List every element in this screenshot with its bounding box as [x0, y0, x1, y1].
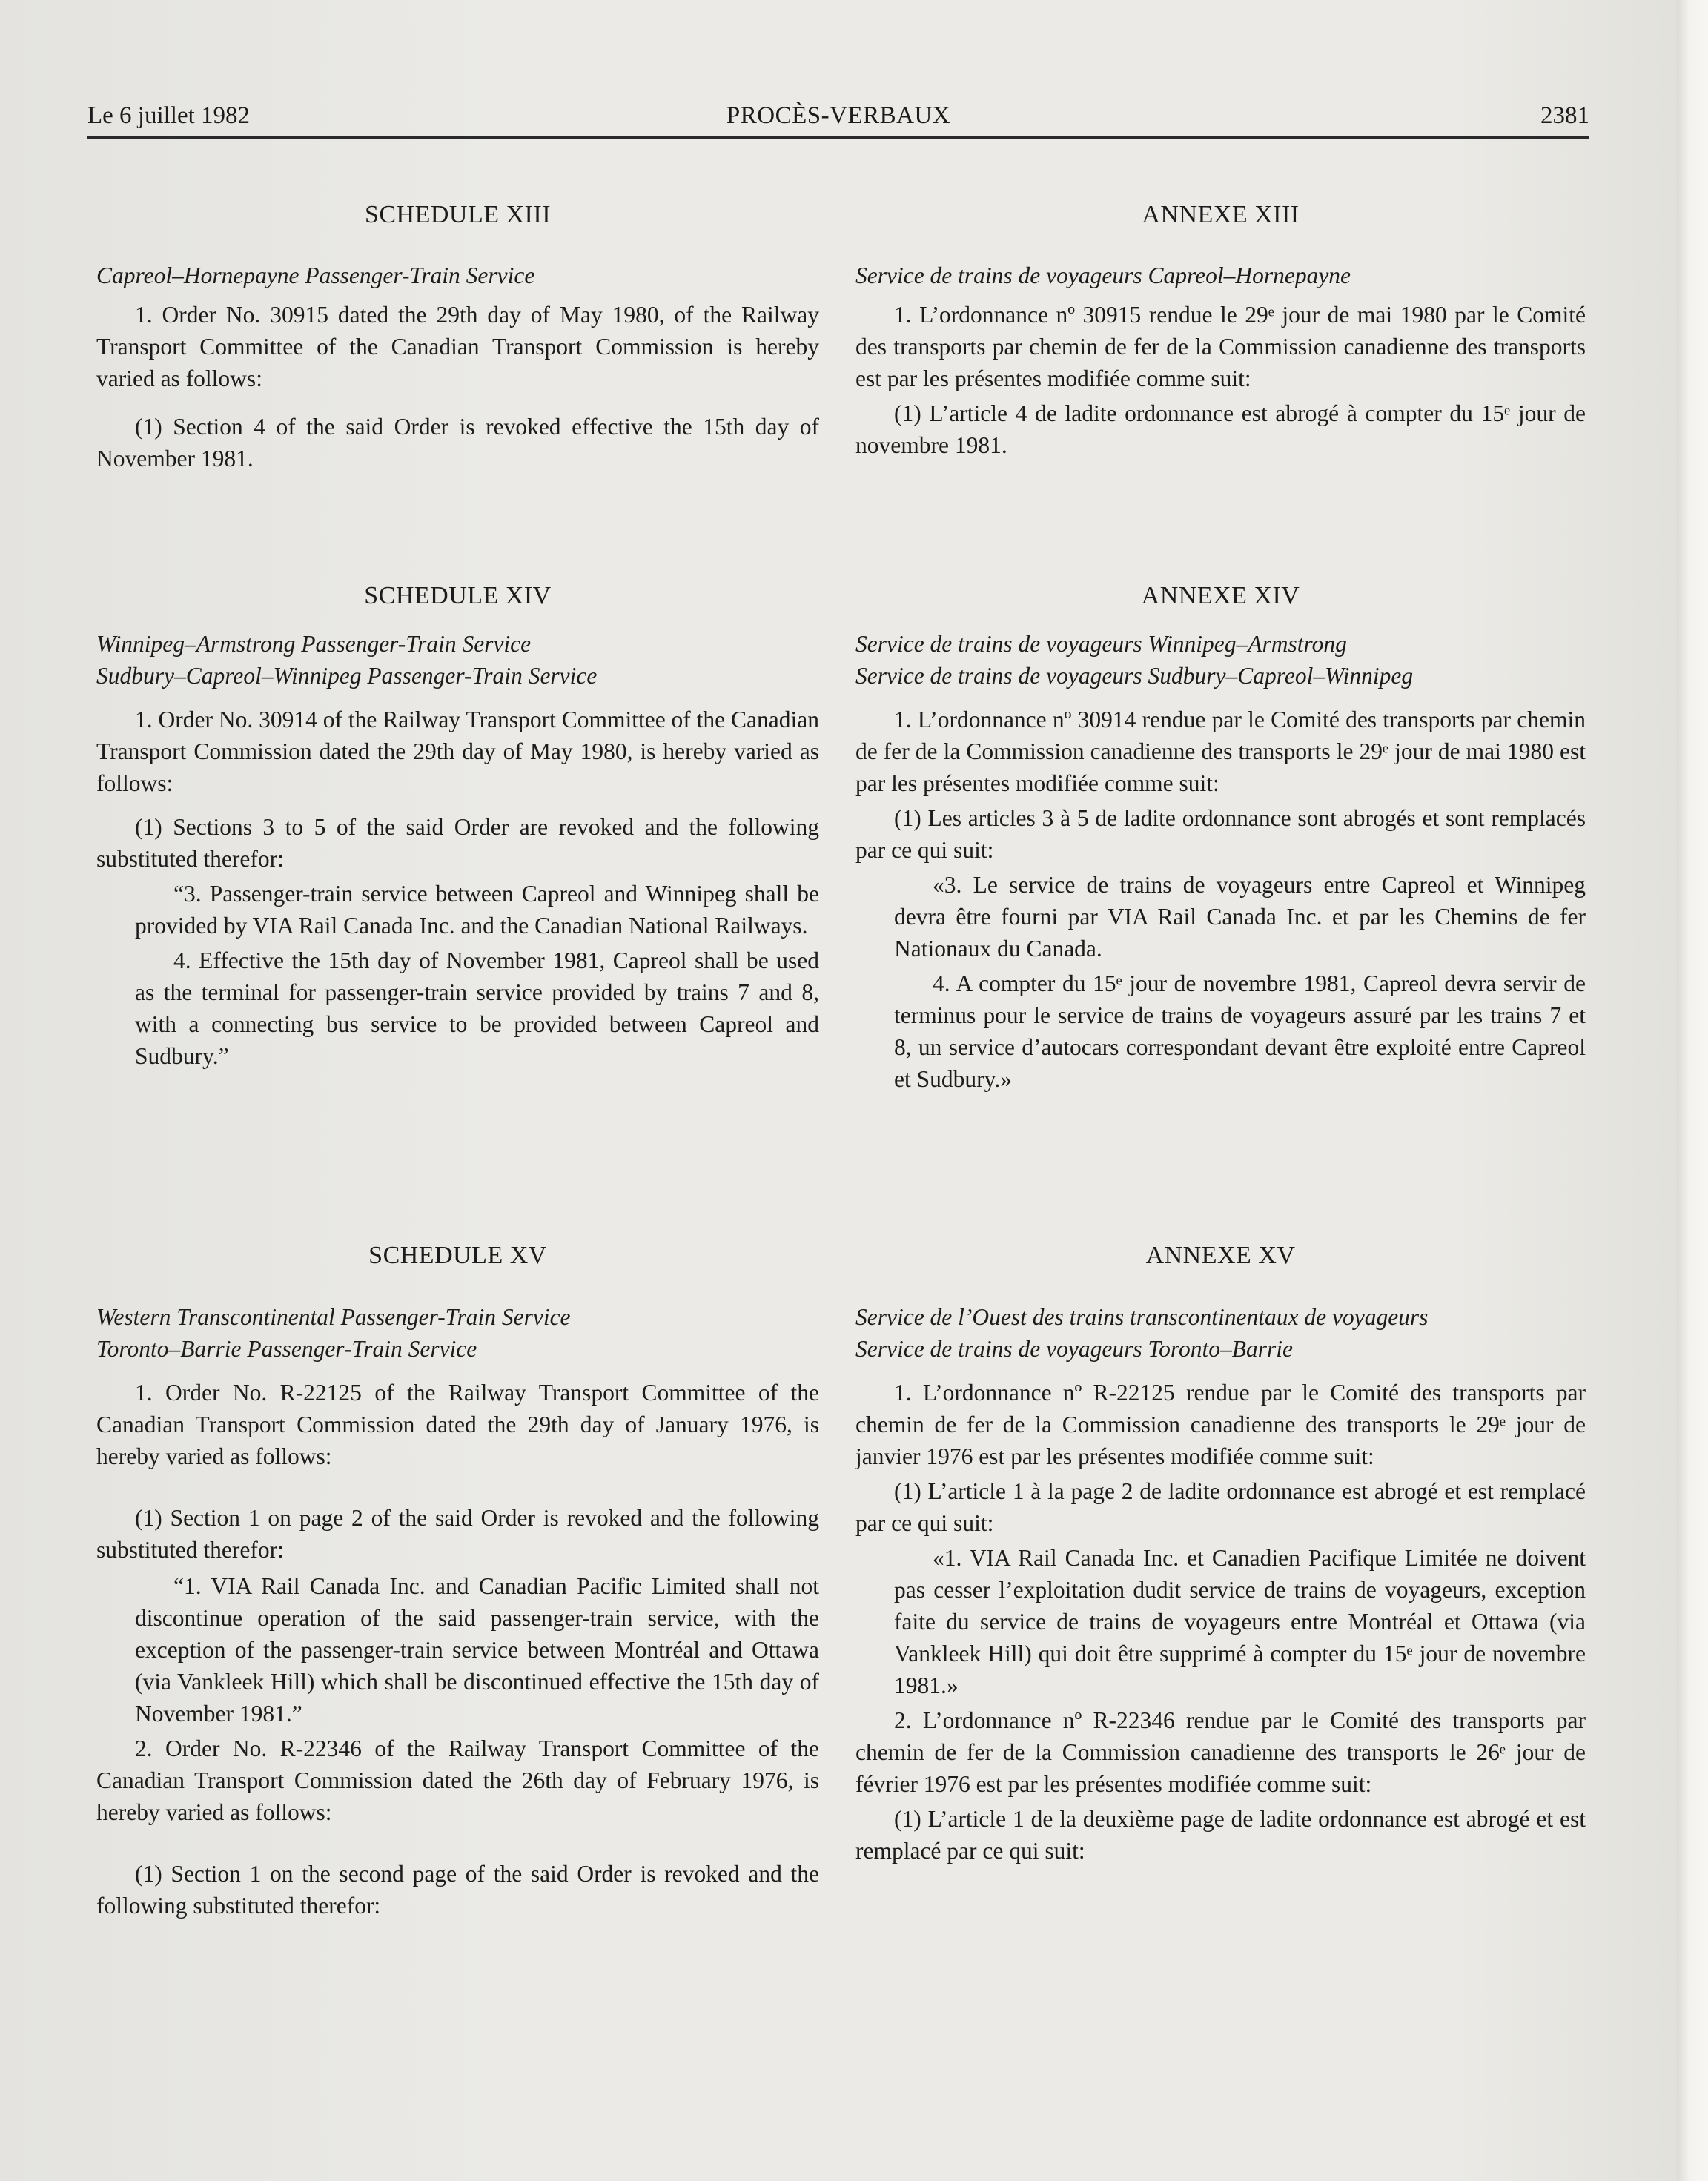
header-date: Le 6 juillet 1982: [87, 102, 251, 129]
quoted-paragraph: «3. Le service de trains de voyageurs entre Capreol et Winnipeg devra être fourni par VIA Rail Canada Inc. et par les Chemins de fer Nationaux du Canada.: [894, 872, 1586, 962]
paragraph: (1) Section 1 on the second page of the said Order is revoked and the following substituted therefor:: [96, 1861, 819, 1919]
paragraph: (1) Sections 3 to 5 of the said Order are revoked and the following substituted therefor:: [96, 814, 819, 872]
paragraph: 1. Order No. 30914 of the Railway Transport Committee of the Canadian Transport Commission dated the 29th day of May 1980, is hereby varied as follows:: [96, 706, 819, 796]
quoted-paragraph: 4. A compter du 15ᵉ jour de novembre 1981, Capreol devra servir de terminus pour le service de trains de voyageurs assuré par les trains 7 et 8, un service d’autocars correspondant devant être exploité entre Capreol et Sudbury.»: [894, 970, 1586, 1092]
quoted-paragraph: “3. Passenger-train service between Capreol and Winnipeg shall be provided by VIA Rail Canada Inc. and the Canadian National Railways.: [135, 881, 819, 939]
paragraph: (1) Section 1 on page 2 of the said Order is revoked and the following substituted therefor:: [96, 1505, 819, 1563]
schedule-heading: SCHEDULE XIV: [364, 582, 552, 609]
annexe-subtitle: Service de l’Ouest des trains transcontinentaux de voyageurs: [855, 1304, 1429, 1330]
paragraph: (1) Section 4 of the said Order is revoked effective the 15th day of November 1981.: [96, 414, 819, 471]
paragraph: 1. Order No. 30915 dated the 29th day of May 1980, of the Railway Transport Committee of the Canadian Transport Commission is hereby varied as follows:: [96, 302, 819, 391]
paragraph: 2. Order No. R-22346 of the Railway Transport Committee of the Canadian Transport Commission dated the 26th day of February 1976, is hereby varied as follows:: [96, 1735, 819, 1825]
annexe-subtitle: Service de trains de voyageurs Toronto–Barrie: [855, 1336, 1293, 1362]
annexe-xiii: [855, 199, 1586, 461]
quoted-paragraph: 4. Effective the 15th day of November 1981, Capreol shall be used as the terminal for passenger-train service provided by trains 7 and 8, with a connecting bus service to be provided between Capreol and Sudbury.”: [135, 947, 819, 1069]
schedule-heading: SCHEDULE XIII: [364, 201, 552, 228]
schedule-subtitle: Western Transcontinental Passenger-Train Service: [96, 1304, 571, 1330]
schedule-xiii: [96, 199, 819, 474]
running-header: [87, 98, 1589, 136]
paragraph: 1. L’ordonnance nº R-22125 rendue par le Comité des transports par chemin de fer de la Commission canadienne des transports le 29ᵉ jour de janvier 1976 est par les présentes modifiée comme suit:: [855, 1380, 1586, 1469]
page-number: 2381: [1540, 102, 1589, 129]
paragraph: (1) L’article 1 à la page 2 de ladite ordonnance est abrogé et est remplacé par ce qui suit:: [855, 1478, 1586, 1536]
paragraph: 1. Order No. R-22125 of the Railway Transport Committee of the Canadian Transport Commission dated the 29th day of January 1976, is hereby varied as follows:: [96, 1380, 819, 1469]
quoted-paragraph: “1. VIA Rail Canada Inc. and Canadian Pacific Limited shall not discontinue operation of the said passenger-train service, with the exception of the passenger-train service between Montréal and Ottawa (via Vankleek Hill) which shall be discontinued effective the 15th day of November 1981.”: [135, 1573, 819, 1727]
quoted-paragraph: «1. VIA Rail Canada Inc. et Canadien Pacifique Limitée ne doivent pas cesser l’exploitation dudit service de trains de voyageurs, exception faite du service de trains de voyageurs entre Montréal et Ottawa (via Vankleek Hill) qui doit être supprimé à compter du 15ᵉ jour de novembre 1981.»: [894, 1545, 1586, 1698]
annexe-subtitle: Service de trains de voyageurs Capreol–Hornepayne: [855, 262, 1351, 288]
annexe-xv: [855, 1240, 1586, 1867]
paragraph: (1) Les articles 3 à 5 de ladite ordonnance sont abrogés et sont remplacés par ce qui suit:: [855, 805, 1586, 863]
annexe-heading: ANNEXE XV: [1145, 1242, 1296, 1269]
paragraph: 1. L’ordonnance nº 30915 rendue le 29ᵉ jour de mai 1980 par le Comité des transports par chemin de fer de la Commission canadienne des transports est par les présentes modifiée comme suit:: [855, 302, 1586, 391]
annexe-xiv: [855, 580, 1586, 1095]
paragraph: (1) L’article 1 de la deuxième page de ladite ordonnance est abrogé et est remplacé par ce qui suit:: [855, 1806, 1586, 1864]
annexe-subtitle: Service de trains de voyageurs Winnipeg–Armstrong: [855, 631, 1347, 657]
annexe-subtitle: Service de trains de voyageurs Sudbury–Capreol–Winnipeg: [855, 663, 1414, 689]
paragraph: 1. L’ordonnance nº 30914 rendue par le Comité des transports par chemin de fer de la Commission canadienne des transports le 29ᵉ jour de mai 1980 est par les présentes modifiée comme suit:: [855, 706, 1586, 796]
annexe-heading: ANNEXE XIV: [1141, 582, 1300, 609]
schedule-subtitle: Toronto–Barrie Passenger-Train Service: [96, 1336, 477, 1362]
schedule-subtitle: Winnipeg–Armstrong Passenger-Train Service: [96, 631, 532, 657]
schedule-heading: SCHEDULE XV: [368, 1242, 547, 1269]
paragraph: (1) L’article 4 de ladite ordonnance est abrogé à compter du 15ᵉ jour de novembre 1981.: [855, 400, 1586, 458]
header-rule: [87, 136, 1589, 139]
paragraph: 2. L’ordonnance nº R-22346 rendue par le Comité des transports par chemin de fer de la Commission canadienne des transports le 26ᵉ jour de février 1976 est par les présentes modifiée comme suit:: [855, 1707, 1586, 1797]
schedule-xiv: [96, 580, 819, 1072]
schedule-xv: [96, 1240, 819, 1922]
schedule-subtitle: Sudbury–Capreol–Winnipeg Passenger-Train Service: [96, 663, 598, 689]
annexe-heading: ANNEXE XIII: [1142, 201, 1300, 228]
header-title: PROCÈS-VERBAUX: [726, 102, 951, 129]
page-edge: [1677, 0, 1708, 2181]
schedule-subtitle: Capreol–Hornepayne Passenger-Train Service: [96, 262, 535, 288]
